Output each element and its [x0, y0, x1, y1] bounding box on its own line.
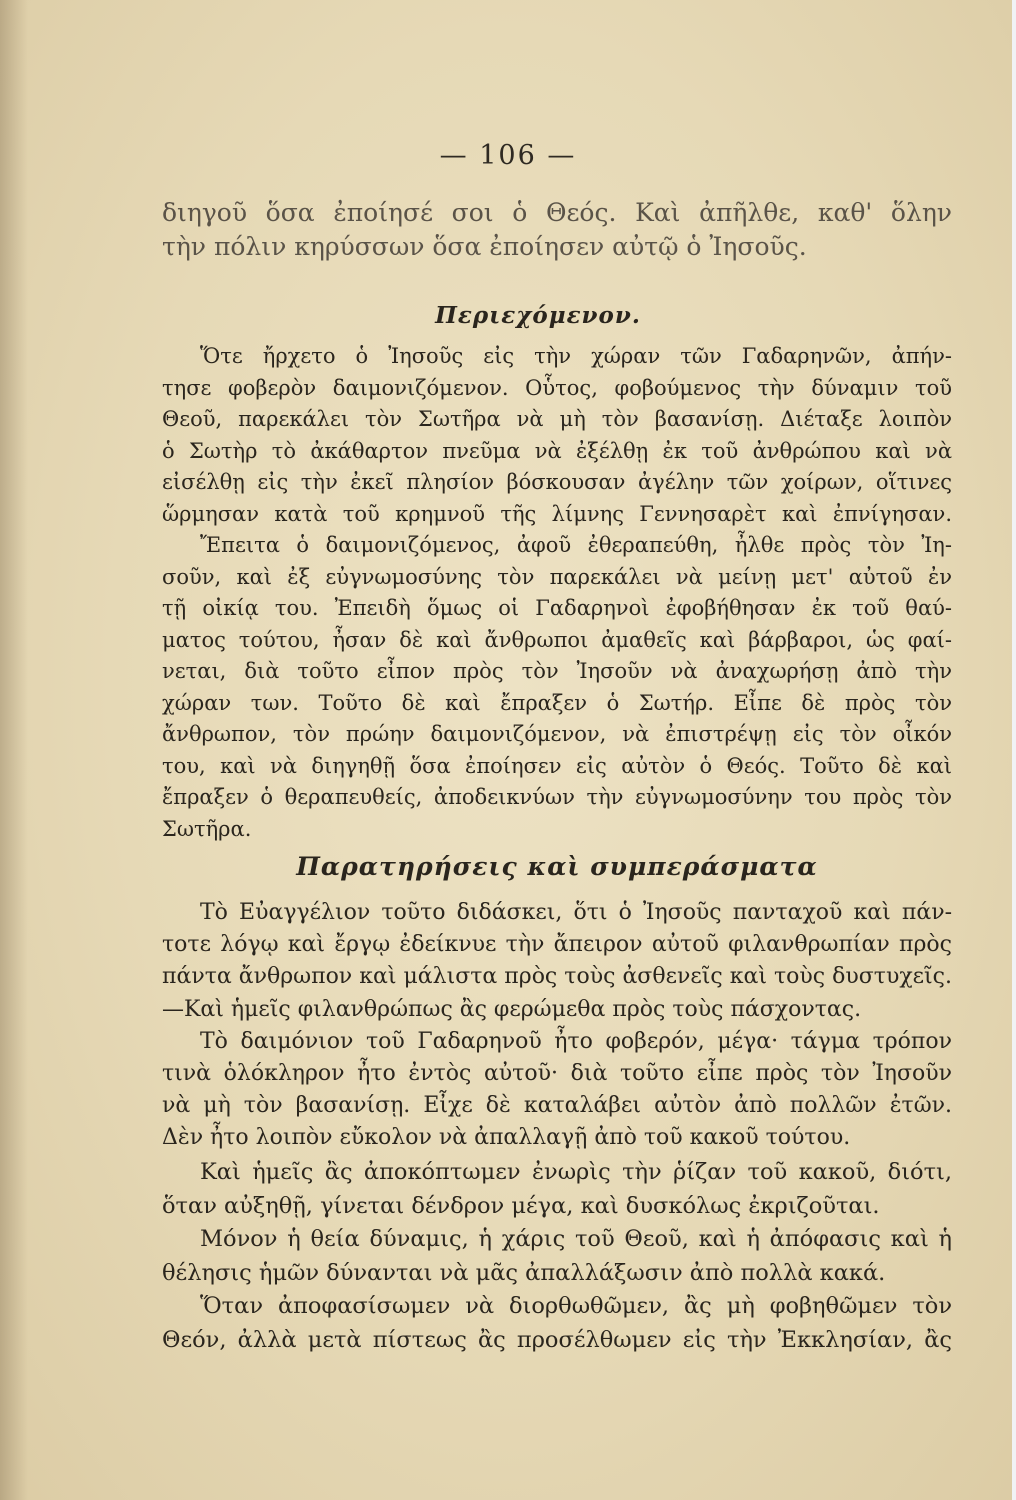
conclusion-paragraph — [162, 1156, 952, 1357]
text-line: τινὰ ὁλόκληρον ἦτο ἐντὸς αὐτοῦ· διὰ τοῦτο εἶπε πρὸς τὸν Ἰησοῦν — [162, 1060, 952, 1086]
text-line: ὁ Σωτὴρ τὸ ἀκάθαρτον πνεῦμα νὰ ἐξέλθῃ ἐκ τοῦ ἀνθρώπου καὶ νὰ — [162, 438, 952, 463]
text-line: χώραν των. Τοῦτο δὲ καὶ ἔπραξεν ὁ Σωτήρ. Εἶπε δὲ πρὸς τὸν — [162, 690, 952, 715]
text-line: ὥρμησαν κατὰ τοῦ κρημνοῦ τῆς λίμνης Γεννησαρὲτ καὶ ἐπνίγησαν. — [162, 501, 952, 526]
scan-edge — [1012, 0, 1016, 1500]
observations-paragraph — [162, 897, 952, 1155]
text-line: Σωτῆρα. — [162, 816, 252, 841]
text-line: Θεοῦ, παρεκάλει τὸν Σωτῆρα νὰ μὴ τὸν βασανίσῃ. Διέταξε λοιπὸν — [162, 407, 952, 431]
text-line: —Καὶ ἡμεῖς φιλανθρώπως ἂς φερώμεθα πρὸς τοὺς πάσχοντας. — [162, 996, 862, 1022]
text-line: τησε φοβερὸν δαιμονιζόμενον. Οὗτος, φοβούμενος τὴν δύναμιν τοῦ — [162, 375, 952, 400]
text-line: του, καὶ νὰ διηγηθῇ ὅσα ἐποίησεν εἰς αὐτὸν ὁ Θεός. Τοῦτο δὲ καὶ — [162, 753, 952, 778]
text-line: ματος τούτου, ἦσαν δὲ καὶ ἄνθρωποι ἀμαθεῖς καὶ βάρβαροι, ὡς φαί- — [162, 627, 952, 652]
text-line: θέλησις ἡμῶν δύνανται νὰ μᾶς ἀπαλλάξωσιν ἀπὸ πολλὰ κακά. — [162, 1259, 886, 1286]
text-line: Τὸ Εὐαγγέλιον τοῦτο διδάσκει, ὅτι ὁ Ἰησοῦς πανταχοῦ καὶ πάν- — [200, 900, 952, 925]
text-line: Δὲν ἦτο λοιπὸν εὔκολον νὰ ἀπαλλαγῇ ἀπὸ τοῦ κακοῦ τούτου. — [162, 1125, 851, 1151]
section-heading-contents: Περιεχόμενον. — [435, 302, 641, 329]
text-line: νεται, διὰ τοῦτο εἶπον πρὸς τὸν Ἰησοῦν νὰ ἀναχωρήσῃ ἀπὸ τὴν — [162, 659, 952, 683]
text-line: Θεόν, ἀλλὰ μετὰ πίστεως ἂς προσέλθωμεν εἰς τὴν Ἐκκλησίαν, ἂς — [162, 1326, 952, 1353]
binding-shadow — [0, 0, 28, 1500]
text-line: τοτε λόγῳ καὶ ἔργῳ ἐδείκνυε τὴν ἄπειρον αὐτοῦ φιλανθρωπίαν πρὸς — [162, 932, 952, 958]
text-line: τὴν πόλιν κηρύσσων ὅσα ἐποίησεν αὐτῷ ὁ Ἰησοῦς. — [162, 232, 807, 261]
text-line: ὅταν αὐξηθῇ, γίνεται δένδρον μέγα, καὶ δυσκόλως ἐκριζοῦται. — [162, 1192, 880, 1219]
text-line: ἔπραξεν ὁ θεραπευθείς, ἀποδεικνύων τὴν εὐγνωμοσύνην του πρὸς τὸν — [162, 785, 952, 809]
text-line: Μόνον ἡ θεία δύναμις, ἡ χάρις τοῦ Θεοῦ, καὶ ἡ ἀπόφασις καὶ ἡ — [200, 1226, 952, 1252]
text-line: πάντα ἄνθρωπον καὶ μάλιστα πρὸς τοὺς ἀσθενεῖς καὶ τοὺς δυστυχεῖς. — [162, 964, 952, 990]
intro-paragraph — [162, 196, 952, 264]
text-line: Ἔπειτα ὁ δαιμονιζόμενος, ἀφοῦ ἐθεραπεύθη, ἦλθε πρὸς τὸν Ἰη- — [200, 533, 952, 557]
text-line: Ὅτε ἤρχετο ὁ Ἰησοῦς εἰς τὴν χώραν τῶν Γαδαρηνῶν, ἀπήν- — [200, 344, 952, 368]
section-heading-observations: Παρατηρήσεις καὶ συμπεράσματα — [296, 852, 818, 881]
text-line: εἰσέλθῃ εἰς τὴν ἐκεῖ πλησίον βόσκουσαν ἀγέλην τῶν χοίρων, οἵτινες — [162, 470, 952, 494]
text-line: Τὸ δαιμόνιον τοῦ Γαδαρηνοῦ ἦτο φοβερόν, μέγα· τάγμα τρόπον — [200, 1028, 952, 1054]
text-line: διηγοῦ ὅσα ἐποίησέ σοι ὁ Θεός. Καὶ ἀπῆλθε, καθ' ὅλην — [162, 198, 952, 227]
text-line: Καὶ ἡμεῖς ἂς ἀποκόπτωμεν ἐνωρὶς τὴν ῥίζαν τοῦ κακοῦ, διότι, — [200, 1159, 952, 1185]
text-line: Ὅταν ἀποφασίσωμεν νὰ διορθωθῶμεν, ἂς μὴ φοβηθῶμεν τὸν — [200, 1293, 952, 1319]
contents-paragraph — [162, 341, 952, 845]
text-line: νὰ μὴ τὸν βασανίσῃ. Εἶχε δὲ καταλάβει αὐτὸν ἀπὸ πολλῶν ἐτῶν. — [162, 1093, 952, 1119]
text-line: τῇ οἰκίᾳ του. Ἐπειδὴ ὅμως οἱ Γαδαρηνοὶ ἐφοβήθησαν ἐκ τοῦ θαύ- — [162, 596, 952, 620]
text-line: σοῦν, καὶ ἐξ εὐγνωμοσύνης τὸν παρεκάλει νὰ μείνῃ μετ' αὐτοῦ ἐν — [162, 564, 952, 589]
text-line: ἄνθρωπον, τὸν πρώην δαιμονιζόμενον, νὰ ἐπιστρέψῃ εἰς τὸν οἶκόν — [162, 722, 952, 746]
page-number: — 106 — — [439, 140, 577, 171]
